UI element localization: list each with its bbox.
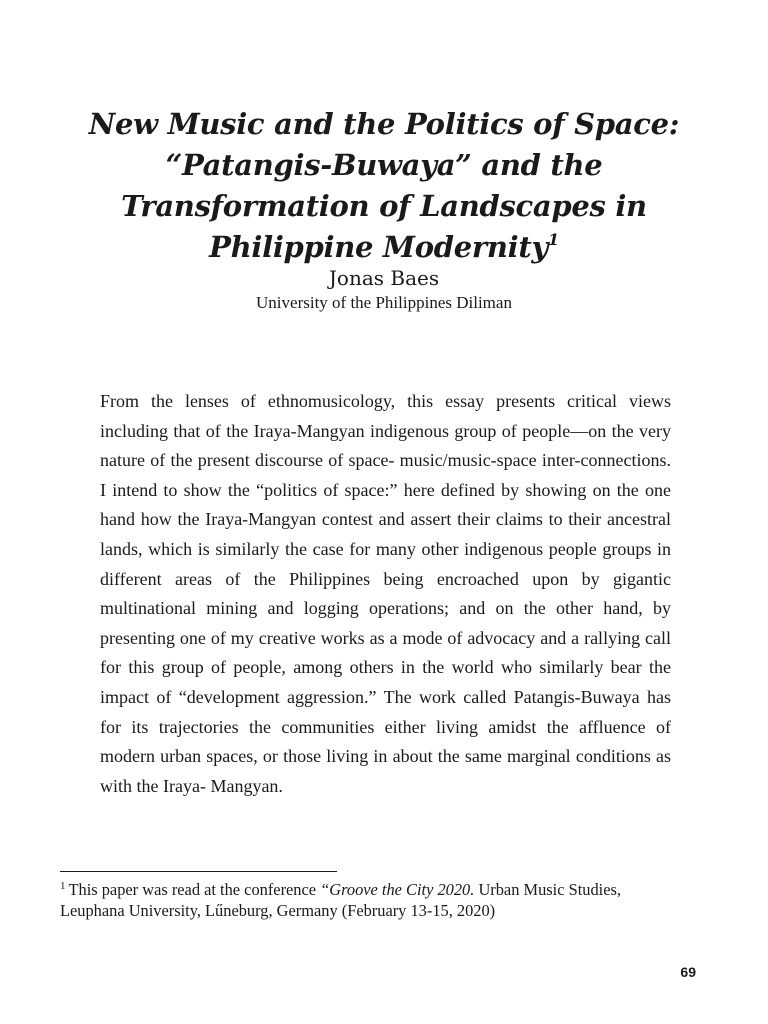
footnote-text-after: Urban Music Studies, Leuphana University, Lűneburg, Germany (February 13-15, 2020) <box>60 880 621 920</box>
author-name: Jonas Baes <box>328 266 440 290</box>
footnote-divider <box>60 871 337 872</box>
abstract-paragraph: From the lenses of ethnomusicology, this essay presents critical views including that of the Iraya-Mangyan indigenous group of people—on the very nature of the present discourse of space- music/music-space inter-connections. I intend to show the “politics of space:” here defined by showing on the one hand how the Iraya-Mangyan contest and assert their claims to their ancestral lands, which is similarly the case for many other indigenous people groups in different areas of the Philippines being encroached upon by gigantic multinational mining and logging operations; and on the other hand, by presenting one of my creative works as a mode of advocacy and a rallying call for this group of people, among others in the world who similarly bear the impact of “development aggression.” The work called Patangis-Buwaya has for its trajectories the communities either living amidst the affluence of modern urban spaces, or those living in about the same marginal conditions as with the Iraya- Mangyan. <box>100 391 671 796</box>
title-footnote-mark: 1 <box>548 230 559 249</box>
footnote-conference-name: “Groove the City 2020. <box>320 880 475 899</box>
paper-title <box>60 104 708 268</box>
page-number: 69 <box>680 964 696 980</box>
footnote-mark: 1 <box>60 880 66 892</box>
footnote-text-before: This paper was read at the conference <box>68 880 321 899</box>
footnote <box>60 879 660 921</box>
paper-title-text: New Music and the Politics of Space: “Patangis-Buwaya” and the Transformation of Landscapes in Philippine Modernity <box>88 107 680 264</box>
author-affiliation: University of the Philippines Diliman <box>256 293 512 312</box>
